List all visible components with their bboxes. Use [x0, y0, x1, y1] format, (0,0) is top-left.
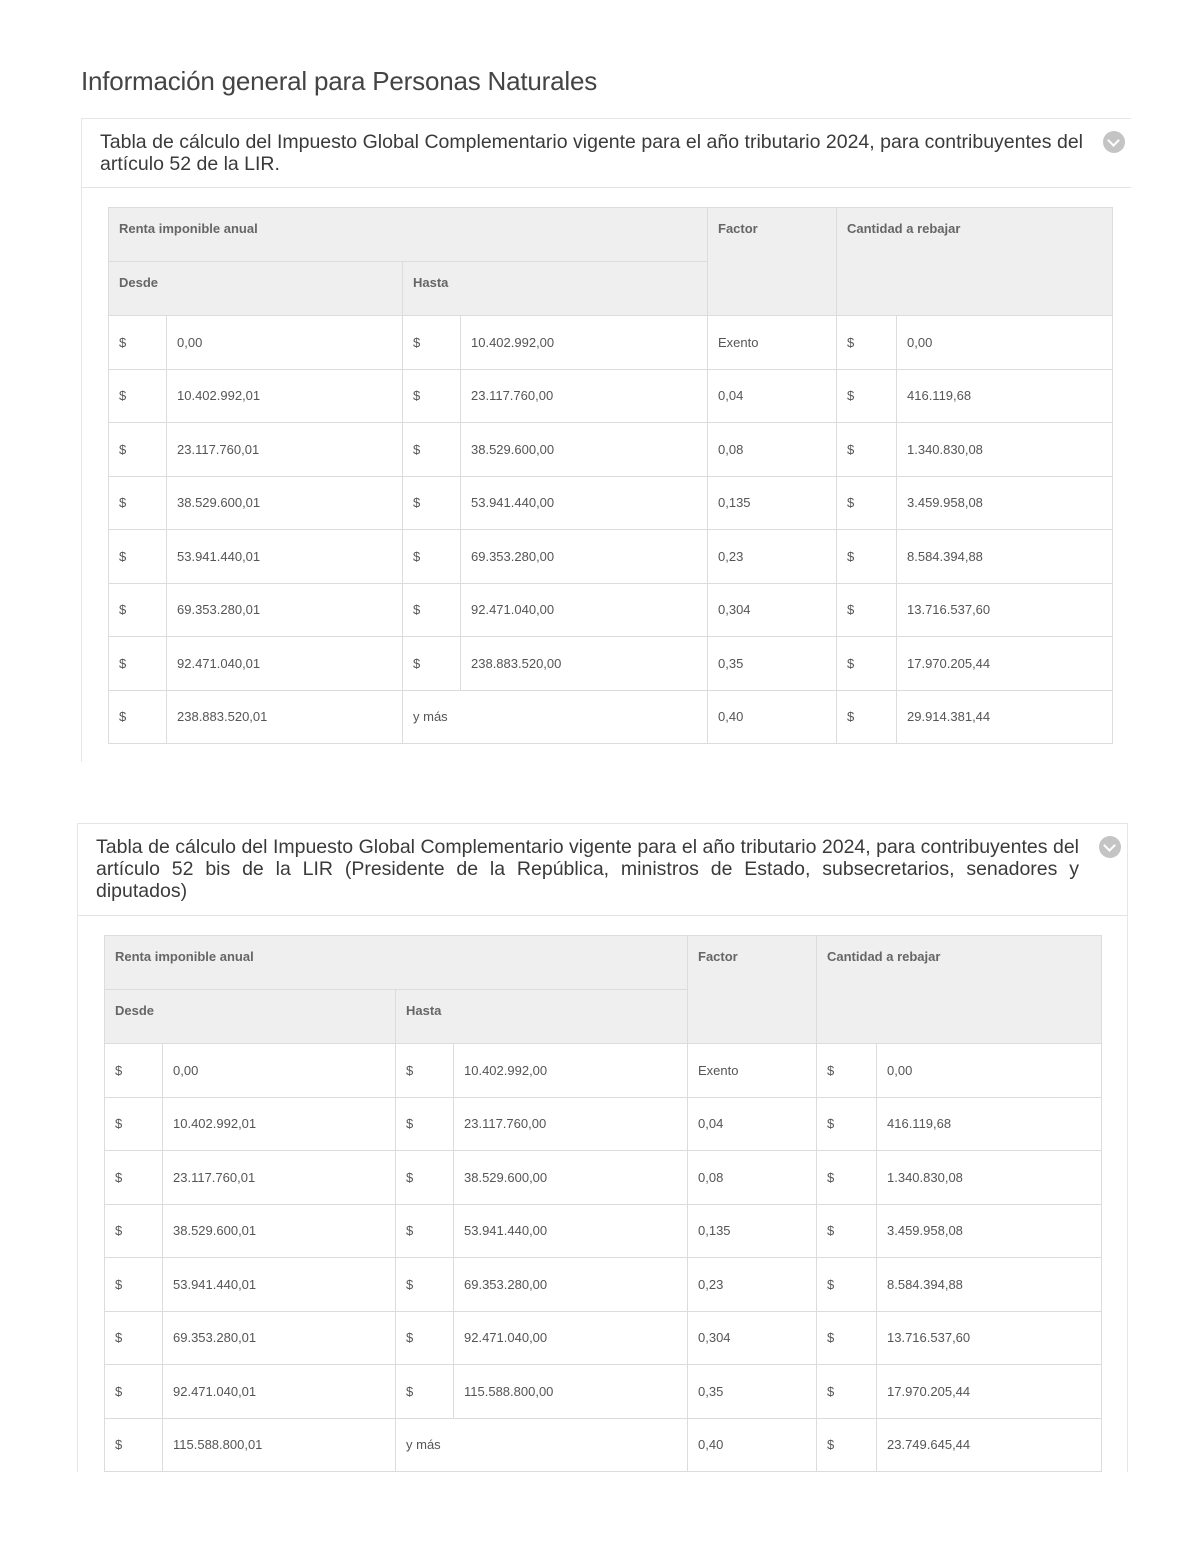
currency-symbol: $ [105, 1258, 163, 1312]
panel-title: Tabla de cálculo del Impuesto Global Complementario vigente para el año tributario 2024, para contribuyentes del artículo 52 de la LIR. [100, 131, 1083, 175]
currency-symbol: $ [403, 637, 461, 691]
currency-symbol: $ [817, 1097, 877, 1151]
cell-desde: 92.471.040,01 [163, 1365, 396, 1419]
tax-table [108, 207, 1113, 744]
currency-symbol: $ [396, 1258, 454, 1312]
header-hasta: Hasta [396, 990, 688, 1044]
currency-symbol: $ [109, 583, 167, 637]
currency-symbol: $ [837, 583, 897, 637]
currency-symbol: $ [403, 476, 461, 530]
currency-symbol: $ [817, 1311, 877, 1365]
chevron-down-circle-icon[interactable] [1103, 131, 1125, 153]
table-body [109, 316, 1113, 744]
cell-cantidad-a-rebajar: 29.914.381,44 [897, 690, 1113, 744]
header-hasta: Hasta [403, 262, 708, 316]
cell-hasta: 10.402.992,00 [461, 316, 708, 370]
cell-cantidad-a-rebajar: 416.119,68 [897, 369, 1113, 423]
cell-hasta: 38.529.600,00 [454, 1151, 688, 1205]
cell-cantidad-a-rebajar: 23.749.645,44 [877, 1418, 1102, 1472]
currency-symbol: $ [105, 1418, 163, 1472]
cell-hasta: 92.471.040,00 [454, 1311, 688, 1365]
currency-symbol: $ [105, 1097, 163, 1151]
cell-desde: 10.402.992,01 [163, 1097, 396, 1151]
cell-cantidad-a-rebajar: 13.716.537,60 [877, 1311, 1102, 1365]
currency-symbol: $ [396, 1044, 454, 1098]
cell-desde: 115.588.800,01 [163, 1418, 396, 1472]
cell-hasta: y más [396, 1418, 688, 1472]
cell-factor: 0,40 [688, 1418, 817, 1472]
currency-symbol: $ [396, 1204, 454, 1258]
cell-factor: 0,40 [708, 690, 837, 744]
cell-factor: 0,135 [688, 1204, 817, 1258]
cell-factor: Exento [688, 1044, 817, 1098]
cell-desde: 69.353.280,01 [167, 583, 403, 637]
cell-cantidad-a-rebajar: 17.970.205,44 [897, 637, 1113, 691]
tax-table [104, 935, 1102, 1472]
cell-hasta: 38.529.600,00 [461, 423, 708, 477]
header-desde: Desde [109, 262, 403, 316]
currency-symbol: $ [109, 690, 167, 744]
currency-symbol: $ [105, 1151, 163, 1205]
currency-symbol: $ [403, 316, 461, 370]
table-row [105, 1365, 1102, 1419]
currency-symbol: $ [109, 316, 167, 370]
cell-hasta: 92.471.040,00 [461, 583, 708, 637]
cell-desde: 38.529.600,01 [167, 476, 403, 530]
cell-factor: 0,23 [688, 1258, 817, 1312]
cell-cantidad-a-rebajar: 0,00 [877, 1044, 1102, 1098]
cell-hasta: 238.883.520,00 [461, 637, 708, 691]
table-row [105, 1097, 1102, 1151]
currency-symbol: $ [396, 1097, 454, 1151]
currency-symbol: $ [837, 690, 897, 744]
currency-symbol: $ [109, 476, 167, 530]
table-row [109, 690, 1113, 744]
currency-symbol: $ [403, 583, 461, 637]
cell-hasta: 53.941.440,00 [461, 476, 708, 530]
tax-table-panel-art52bis [77, 823, 1128, 1472]
currency-symbol: $ [109, 637, 167, 691]
cell-factor: 0,08 [688, 1151, 817, 1205]
currency-symbol: $ [396, 1151, 454, 1205]
panel-header[interactable] [78, 824, 1127, 916]
currency-symbol: $ [396, 1365, 454, 1419]
cell-factor: Exento [708, 316, 837, 370]
currency-symbol: $ [403, 369, 461, 423]
currency-symbol: $ [105, 1365, 163, 1419]
cell-desde: 92.471.040,01 [167, 637, 403, 691]
currency-symbol: $ [105, 1044, 163, 1098]
table-row [109, 316, 1113, 370]
header-factor: Factor [708, 208, 837, 316]
currency-symbol: $ [109, 369, 167, 423]
header-renta-imponible: Renta imponible anual [109, 208, 708, 262]
table-row [109, 369, 1113, 423]
cell-factor: 0,04 [688, 1097, 817, 1151]
cell-cantidad-a-rebajar: 17.970.205,44 [877, 1365, 1102, 1419]
header-renta-imponible: Renta imponible anual [105, 936, 688, 990]
currency-symbol: $ [109, 423, 167, 477]
panel-header[interactable] [82, 119, 1131, 188]
table-body [105, 1044, 1102, 1472]
cell-desde: 10.402.992,01 [167, 369, 403, 423]
table-row [109, 476, 1113, 530]
currency-symbol: $ [837, 369, 897, 423]
cell-hasta: 53.941.440,00 [454, 1204, 688, 1258]
currency-symbol: $ [403, 423, 461, 477]
table-row [105, 1258, 1102, 1312]
cell-factor: 0,35 [708, 637, 837, 691]
currency-symbol: $ [837, 316, 897, 370]
cell-factor: 0,304 [688, 1311, 817, 1365]
cell-factor: 0,35 [688, 1365, 817, 1419]
cell-hasta: 23.117.760,00 [461, 369, 708, 423]
cell-desde: 0,00 [163, 1044, 396, 1098]
header-cantidad-a-rebajar: Cantidad a rebajar [817, 936, 1102, 1044]
currency-symbol: $ [817, 1151, 877, 1205]
tax-table-panel-art52 [81, 118, 1131, 762]
currency-symbol: $ [105, 1311, 163, 1365]
currency-symbol: $ [837, 530, 897, 584]
cell-desde: 38.529.600,01 [163, 1204, 396, 1258]
currency-symbol: $ [396, 1311, 454, 1365]
table-row [105, 1044, 1102, 1098]
header-desde: Desde [105, 990, 396, 1044]
cell-factor: 0,135 [708, 476, 837, 530]
table-row [105, 1151, 1102, 1205]
currency-symbol: $ [817, 1418, 877, 1472]
cell-cantidad-a-rebajar: 1.340.830,08 [897, 423, 1113, 477]
currency-symbol: $ [817, 1365, 877, 1419]
currency-symbol: $ [817, 1258, 877, 1312]
cell-desde: 69.353.280,01 [163, 1311, 396, 1365]
table-row [105, 1311, 1102, 1365]
currency-symbol: $ [817, 1204, 877, 1258]
cell-cantidad-a-rebajar: 1.340.830,08 [877, 1151, 1102, 1205]
cell-cantidad-a-rebajar: 0,00 [897, 316, 1113, 370]
cell-desde: 0,00 [167, 316, 403, 370]
header-factor: Factor [688, 936, 817, 1044]
chevron-down-circle-icon[interactable] [1099, 836, 1121, 858]
cell-desde: 23.117.760,01 [167, 423, 403, 477]
header-cantidad-a-rebajar: Cantidad a rebajar [837, 208, 1113, 316]
cell-desde: 53.941.440,01 [167, 530, 403, 584]
cell-hasta: 10.402.992,00 [454, 1044, 688, 1098]
table-row [109, 423, 1113, 477]
currency-symbol: $ [837, 476, 897, 530]
currency-symbol: $ [817, 1044, 877, 1098]
cell-cantidad-a-rebajar: 3.459.958,08 [897, 476, 1113, 530]
currency-symbol: $ [837, 637, 897, 691]
table-row [109, 530, 1113, 584]
cell-cantidad-a-rebajar: 416.119,68 [877, 1097, 1102, 1151]
cell-factor: 0,23 [708, 530, 837, 584]
cell-hasta: 69.353.280,00 [461, 530, 708, 584]
cell-hasta: 69.353.280,00 [454, 1258, 688, 1312]
page-title: Información general para Personas Naturales [81, 66, 598, 96]
cell-factor: 0,08 [708, 423, 837, 477]
currency-symbol: $ [109, 530, 167, 584]
cell-desde: 53.941.440,01 [163, 1258, 396, 1312]
table-row [105, 1204, 1102, 1258]
cell-hasta: 115.588.800,00 [454, 1365, 688, 1419]
cell-cantidad-a-rebajar: 13.716.537,60 [897, 583, 1113, 637]
cell-factor: 0,304 [708, 583, 837, 637]
table-row [109, 583, 1113, 637]
cell-desde: 23.117.760,01 [163, 1151, 396, 1205]
currency-symbol: $ [403, 530, 461, 584]
cell-cantidad-a-rebajar: 8.584.394,88 [897, 530, 1113, 584]
cell-factor: 0,04 [708, 369, 837, 423]
cell-hasta: y más [403, 690, 708, 744]
currency-symbol: $ [837, 423, 897, 477]
table-row [109, 637, 1113, 691]
panel-title: Tabla de cálculo del Impuesto Global Complementario vigente para el año tributario 2024, para contribuyentes del artículo 52 bis de la LIR (Presidente de la República, ministros de Estado, subsecretarios, senadores y diputados) [96, 836, 1079, 902]
cell-cantidad-a-rebajar: 3.459.958,08 [877, 1204, 1102, 1258]
cell-desde: 238.883.520,01 [167, 690, 403, 744]
currency-symbol: $ [105, 1204, 163, 1258]
cell-hasta: 23.117.760,00 [454, 1097, 688, 1151]
table-row [105, 1418, 1102, 1472]
cell-cantidad-a-rebajar: 8.584.394,88 [877, 1258, 1102, 1312]
